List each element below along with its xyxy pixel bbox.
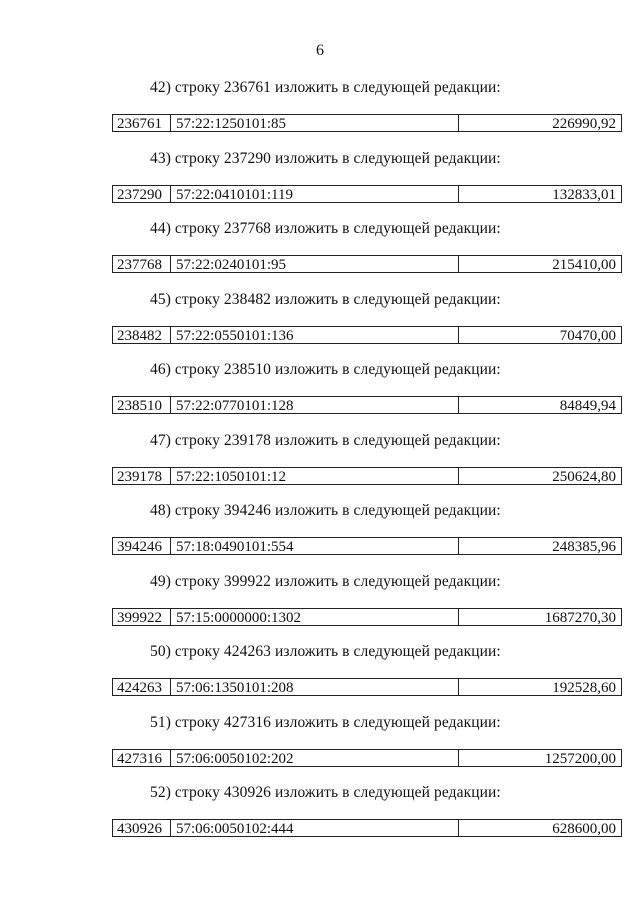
amendment-instruction: 51) строку 427316 изложить в следующей редакции:	[150, 713, 501, 731]
amendment-instruction: 47) строку 239178 изложить в следующей редакции:	[150, 431, 501, 449]
amended-row-table	[112, 537, 622, 555]
value-cell: 84849,94	[559, 398, 616, 413]
cadastral-number-cell: 57:22:1050101:12	[171, 468, 459, 484]
cadastral-number-cell: 57:06:0050102:444	[171, 820, 459, 836]
value-cell: 192528,60	[552, 680, 616, 695]
row-id-cell: 237290	[113, 186, 171, 202]
amended-row-table	[112, 608, 622, 626]
amended-row-table	[112, 749, 622, 767]
cadastral-number-cell: 57:18:0490101:554	[171, 538, 459, 554]
row-id-cell: 239178	[113, 468, 171, 484]
amended-row-table	[112, 255, 622, 273]
amendments-list	[0, 79, 640, 855]
value-cell: 1687270,30	[544, 609, 616, 625]
amendment-entry	[0, 220, 640, 291]
amended-row-table	[112, 185, 622, 203]
cadastral-number-cell: 57:15:0000000:1302	[171, 609, 459, 625]
amendment-instruction: 43) строку 237290 изложить в следующей редакции:	[150, 149, 501, 167]
cadastral-number-cell: 57:22:0410101:119	[171, 186, 459, 202]
value-cell: 628600,00	[552, 821, 616, 836]
amendment-instruction: 50) строку 424263 изложить в следующей редакции:	[150, 643, 501, 660]
cadastral-number-cell: 57:22:0770101:128	[171, 397, 459, 413]
row-id-cell: 238510	[113, 397, 171, 413]
value-cell: 70470,00	[559, 327, 616, 343]
cadastral-number-cell: 57:06:1350101:208	[171, 679, 459, 695]
cadastral-number-cell: 57:22:0550101:136	[171, 327, 459, 343]
cadastral-number-cell: 57:22:1250101:85	[171, 115, 459, 131]
row-id-cell: 237768	[113, 256, 171, 272]
amendment-instruction: 42) строку 236761 изложить в следующей редакции:	[150, 79, 501, 96]
amendment-entry	[0, 573, 640, 644]
amendment-entry	[0, 432, 640, 503]
row-id-cell: 427316	[113, 750, 171, 766]
amended-row-table	[112, 819, 622, 837]
row-id-cell: 236761	[113, 115, 171, 131]
amendment-entry	[0, 784, 640, 855]
amendment-entry	[0, 79, 640, 150]
amended-row-table	[112, 114, 622, 132]
value-cell: 248385,96	[552, 539, 616, 554]
amendment-instruction: 44) строку 237768 изложить в следующей редакции:	[150, 220, 501, 237]
cadastral-number-cell: 57:06:0050102:202	[171, 750, 459, 766]
amendment-entry	[0, 502, 640, 573]
row-id-cell: 399922	[113, 609, 171, 625]
amendment-entry	[0, 361, 640, 432]
amendment-instruction: 52) строку 430926 изложить в следующей редакции:	[150, 784, 501, 801]
row-id-cell: 238482	[113, 327, 171, 343]
amendment-instruction: 46) строку 238510 изложить в следующей редакции:	[150, 361, 501, 378]
page-number: 6	[316, 42, 324, 59]
amended-row-table	[112, 678, 622, 696]
amendment-entry	[0, 714, 640, 785]
amended-row-table	[112, 326, 622, 344]
amended-row-table	[112, 396, 622, 414]
value-cell: 215410,00	[552, 257, 616, 272]
amendment-entry	[0, 291, 640, 362]
amendment-entry	[0, 150, 640, 221]
amendment-entry	[0, 643, 640, 714]
amended-row-table	[112, 467, 622, 485]
amendment-instruction: 48) строку 394246 изложить в следующей редакции:	[150, 502, 501, 519]
value-cell: 226990,92	[552, 116, 616, 131]
value-cell: 250624,80	[552, 468, 616, 484]
value-cell: 1257200,00	[544, 750, 616, 766]
value-cell: 132833,01	[552, 186, 616, 202]
row-id-cell: 424263	[113, 679, 171, 695]
row-id-cell: 394246	[113, 538, 171, 554]
amendment-instruction: 49) строку 399922 изложить в следующей редакции:	[150, 572, 501, 590]
row-id-cell: 430926	[113, 820, 171, 836]
amendment-instruction: 45) строку 238482 изложить в следующей редакции:	[150, 290, 501, 308]
cadastral-number-cell: 57:22:0240101:95	[171, 256, 459, 272]
